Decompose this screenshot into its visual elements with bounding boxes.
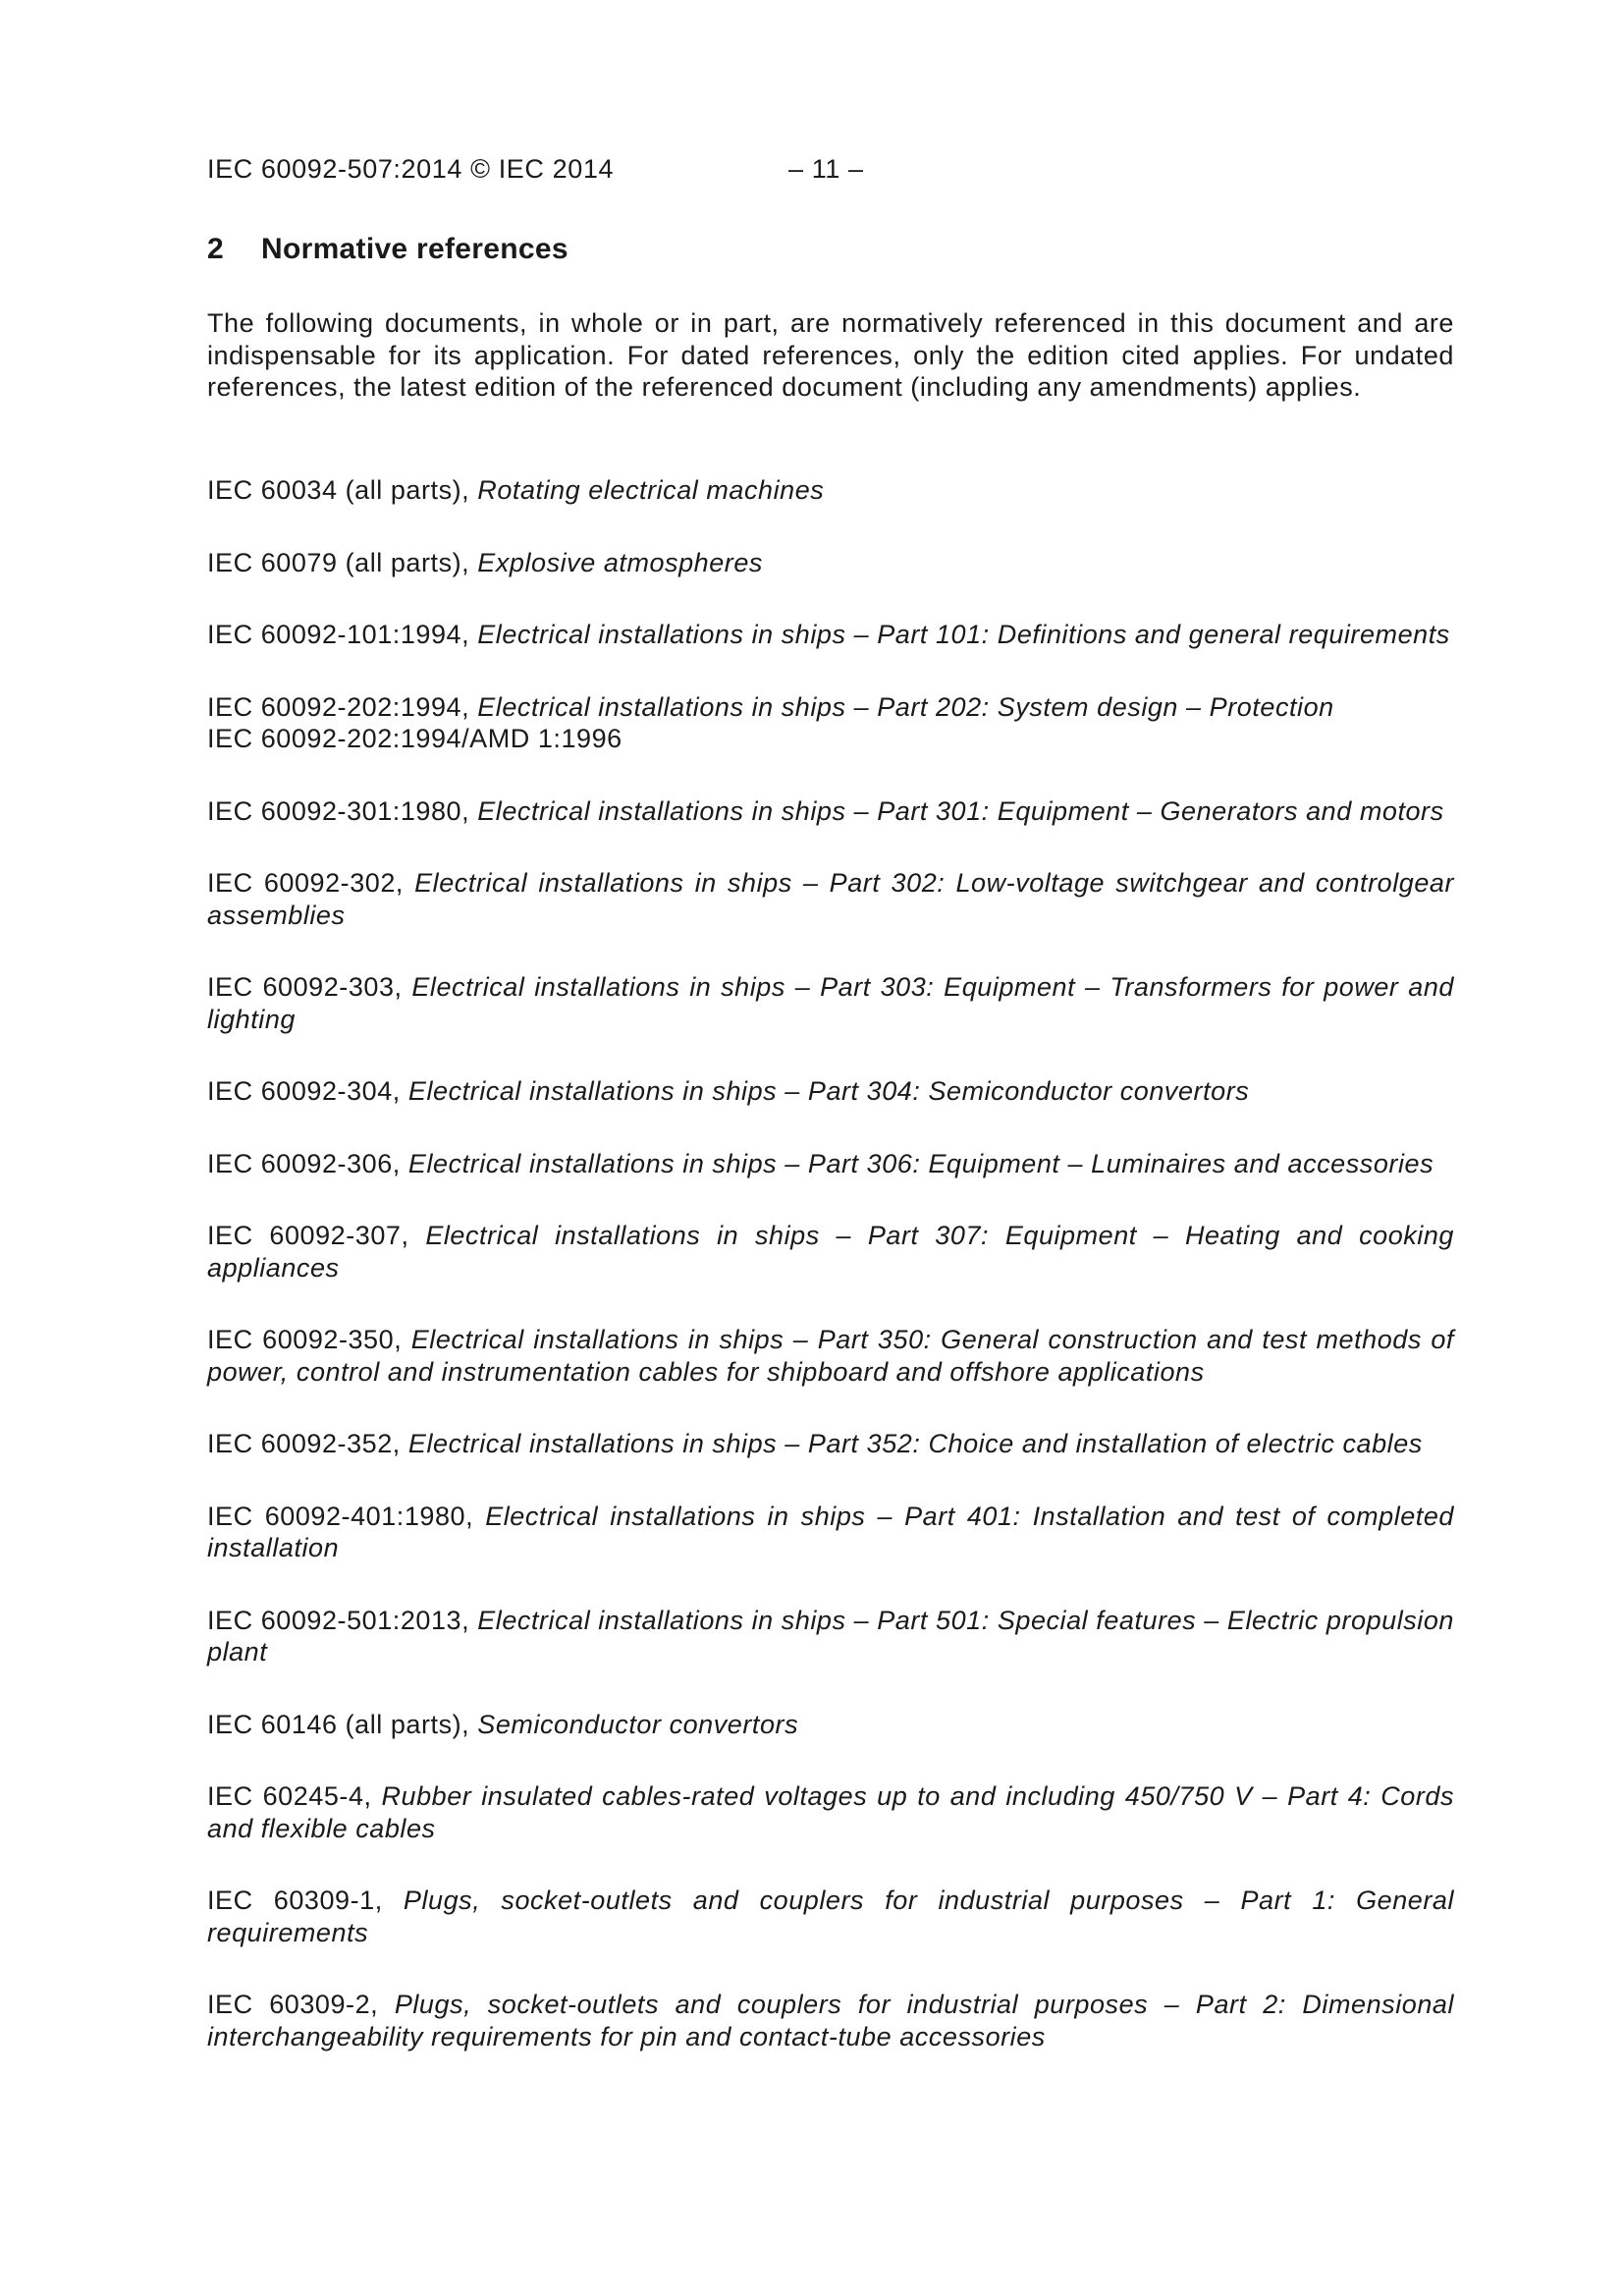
reference-title: Electrical installations in ships – Part 352: Choice and installation of electric cables (407, 1429, 1423, 1458)
reference-title: Electrical installations in ships – Part 303: Equipment – Transformers for power and lighting (207, 972, 1454, 1034)
reference-id: IEC 60092-303, (207, 972, 403, 1002)
reference-id: IEC 60092-202:1994/AMD 1:1996 (207, 724, 622, 753)
reference-title: Plugs, socket-outlets and couplers for industrial purposes – Part 1: General requirements (207, 1886, 1454, 1947)
reference-id: IEC 60092-302, (207, 868, 404, 898)
reference-id: IEC 60079 (all parts), (207, 547, 470, 577)
reference-item (207, 1709, 1454, 1741)
reference-id: IEC 60092-301:1980, (207, 795, 470, 826)
reference-item (207, 1989, 1454, 2052)
reference-id: IEC 60309-2, (207, 1990, 379, 2019)
reference-item (207, 1148, 1454, 1180)
reference-item (207, 867, 1454, 931)
reference-id: IEC 60092-350, (207, 1325, 403, 1354)
reference-item (207, 1324, 1454, 1388)
section-number: 2 (207, 233, 224, 265)
reference-item (207, 1780, 1454, 1844)
reference-item (207, 1428, 1454, 1460)
reference-title: Electrical installations in ships – Part 306: Equipment – Luminaires and accessories (407, 1148, 1434, 1178)
reference-item (207, 1501, 1454, 1564)
reference-title: Electrical installations in ships – Part 304: Semiconductor convertors (407, 1076, 1250, 1106)
reference-id: IEC 60245-4, (207, 1781, 372, 1811)
reference-item (207, 1220, 1454, 1284)
reference-title: Rotating electrical machines (477, 475, 825, 505)
reference-title: Plugs, socket-outlets and couplers for industrial purposes – Part 2: Dimensional interchangeability requirements for pin and contact-tube accessories (207, 1990, 1455, 2051)
reference-list (207, 474, 1454, 2093)
reference-title: Rubber insulated cables-rated voltages up to and including 450/750 V – Part 4: Cords and flexible cables (207, 1781, 1454, 1843)
reference-item (207, 795, 1454, 828)
reference-item (207, 474, 1454, 507)
reference-id: IEC 60092-101:1994, (207, 620, 470, 649)
document-id: IEC 60092-507:2014 © IEC 2014 (207, 154, 615, 184)
reference-title: Electrical installations in ships – Part 350: General construction and test methods of power, control and instrumentation cables for shipboard and offshore applications (207, 1325, 1454, 1387)
reference-id: IEC 60092-202:1994, (207, 691, 470, 722)
page-header (207, 154, 1454, 190)
section-heading (207, 233, 568, 266)
reference-id: IEC 60092-401:1980, (207, 1501, 474, 1531)
section-title: Normative references (261, 233, 568, 265)
reference-id: IEC 60092-304, (207, 1076, 401, 1106)
reference-id: IEC 60309-1, (207, 1886, 383, 1915)
reference-id: IEC 60034 (all parts), (207, 475, 470, 505)
reference-title: Semiconductor convertors (477, 1709, 799, 1739)
reference-id: IEC 60092-306, (207, 1148, 401, 1178)
reference-title: Electrical installations in ships – Part 202: System design – Protection (477, 691, 1334, 722)
reference-item (207, 1605, 1454, 1668)
reference-title: Electrical installations in ships – Part 401: Installation and test of completed installation (207, 1501, 1454, 1562)
reference-title: Electrical installations in ships – Part 302: Low-voltage switchgear and controlgear assemblies (207, 868, 1454, 930)
reference-title: Electrical installations in ships – Part 307: Equipment – Heating and cooking appliances (207, 1221, 1454, 1283)
reference-title: Electrical installations in ships – Part 301: Equipment – Generators and motors (477, 795, 1444, 826)
reference-item (207, 1075, 1454, 1108)
page-number: – 11 – (788, 154, 864, 184)
reference-id: IEC 60146 (all parts), (207, 1709, 470, 1739)
reference-item (207, 547, 1454, 579)
reference-title: Electrical installations in ships – Part 101: Definitions and general requirements (477, 620, 1450, 649)
reference-id: IEC 60092-307, (207, 1221, 409, 1250)
reference-title: Electrical installations in ships – Part 501: Special features – Electric propulsion plant (207, 1605, 1454, 1667)
reference-id: IEC 60092-352, (207, 1429, 401, 1458)
reference-item (207, 971, 1454, 1035)
reference-item (207, 691, 1454, 724)
intro-paragraph: The following documents, in whole or in part, are normatively referenced in this document and are indispensable for its application. For dated references, only the edition cited applies. For undated references, the latest edition of the referenced document (including any amendments) applies. (207, 308, 1454, 402)
reference-title: Explosive atmospheres (477, 547, 763, 577)
reference-item-amendment (207, 723, 1454, 755)
reference-item (207, 1885, 1454, 1948)
reference-id: IEC 60092-501:2013, (207, 1605, 470, 1635)
reference-item (207, 619, 1454, 651)
